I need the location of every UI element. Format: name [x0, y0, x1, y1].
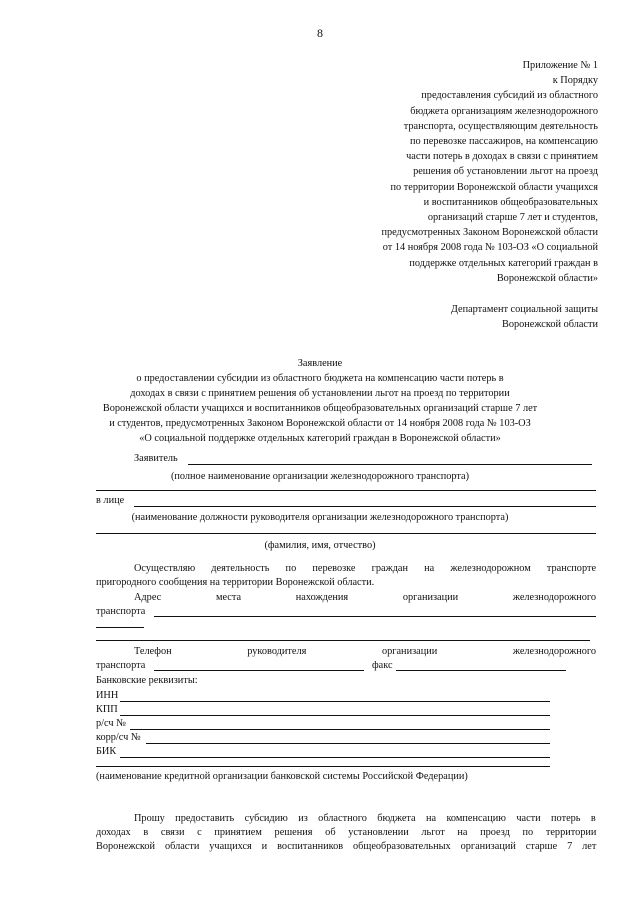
- statement-title: Заявление: [297, 358, 343, 369]
- address-word: нахождения: [295, 592, 349, 603]
- address-tail: транспорта: [96, 606, 146, 617]
- fio-caption: (фамилия, имя, отчество): [264, 540, 376, 551]
- ks-field[interactable]: [146, 743, 550, 744]
- applicant-field-continued[interactable]: [96, 490, 596, 491]
- fio-field[interactable]: [96, 533, 596, 534]
- address-field-continued[interactable]: [96, 640, 590, 641]
- appendix-line: организаций старше 7 лет и студентов,: [427, 212, 598, 224]
- phone-line: [134, 645, 596, 659]
- appendix-line: предоставления субсидий из областного: [421, 90, 598, 102]
- phone-word: организации: [381, 646, 438, 657]
- fax-label: факс: [372, 660, 393, 671]
- statement-line: о предоставлении субсидии из областного бюджета на компенсацию части потерь в: [136, 373, 504, 384]
- bank-caption: (наименование кредитной организации банковской системы Российской Федерации): [96, 771, 468, 782]
- appendix-line: к Порядку: [552, 75, 598, 87]
- request-text: Прошу предоставить субсидию из областного бюджета на компенсацию части потерь в: [134, 813, 596, 824]
- address-field-short[interactable]: [96, 627, 144, 628]
- person-label: в лице: [96, 495, 125, 506]
- address-word: организации: [402, 592, 459, 603]
- applicant-label: Заявитель: [134, 453, 178, 464]
- appendix-line: по перевозке пассажиров, на компенсацию: [410, 136, 598, 148]
- phone-word: руководителя: [247, 646, 307, 657]
- address-word: места: [215, 592, 242, 603]
- address-field[interactable]: [154, 616, 596, 617]
- bik-field[interactable]: [120, 757, 550, 758]
- page-number: 8: [317, 26, 323, 40]
- statement-line: и студентов, предусмотренных Законом Воронежской области от 14 ноября 2008 года № 103-ОЗ: [109, 418, 531, 429]
- address-word: Адрес: [134, 592, 162, 603]
- appendix-header: [381, 58, 598, 286]
- request-text: доходах в связи с принятием решения об установлении льгот на проезд по территории: [96, 827, 597, 838]
- phone-tail: транспорта: [96, 660, 146, 671]
- request-line: [96, 826, 596, 840]
- position-field[interactable]: [134, 506, 596, 507]
- appendix-line: транспорта, осуществляющим деятельность: [403, 120, 598, 132]
- request-line: [134, 812, 596, 826]
- rs-label: р/сч №: [96, 718, 126, 729]
- appendix-line: бюджета организациям железнодорожного: [410, 105, 598, 117]
- activity-text: Осуществляю деятельность по перевозке граждан на железнодорожном транспорте: [134, 563, 597, 574]
- address-word: железнодорожного: [512, 592, 596, 603]
- addressee-block: [451, 302, 598, 332]
- appendix-line: предусмотренных Законом Воронежской области: [381, 227, 598, 239]
- appendix-line: поддержке отдельных категорий граждан в: [409, 257, 598, 269]
- phone-word: Телефон: [134, 646, 172, 657]
- request-line: [96, 840, 596, 854]
- inn-field[interactable]: [120, 701, 550, 702]
- kpp-label: КПП: [96, 704, 118, 715]
- appendix-line: от 14 ноября 2008 года № 103-ОЗ «О социальной: [382, 242, 598, 254]
- fax-field[interactable]: [396, 670, 566, 671]
- addressee-line: Воронежской области: [501, 319, 598, 331]
- phone-field[interactable]: [154, 670, 364, 671]
- position-caption: (наименование должности руководителя организации железнодорожного транспорта): [131, 512, 509, 523]
- applicant-field[interactable]: [188, 464, 592, 465]
- bik-label: БИК: [96, 746, 117, 757]
- appendix-line: Воронежской области»: [496, 272, 598, 284]
- ks-label: корр/сч №: [96, 732, 141, 743]
- applicant-caption: (полное наименование организации железнодорожного транспорта): [170, 471, 470, 482]
- appendix-line: решения об установлении льгот на проезд: [413, 166, 598, 178]
- request-text: Воронежской области учащихся и воспитанников общеобразовательных организаций старше 7 лет: [96, 841, 597, 852]
- statement-line: доходах в связи с принятием решения об установлении льгот на проезд по территории: [130, 388, 510, 399]
- appendix-line: и воспитанников общеобразовательных: [423, 196, 598, 208]
- activity-line: [134, 562, 596, 576]
- phone-word: железнодорожного: [512, 646, 596, 657]
- bank-label: Банковские реквизиты:: [96, 675, 198, 686]
- activity-line: пригородного сообщения на территории Воронежской области.: [96, 577, 375, 588]
- appendix-line: Приложение № 1: [522, 60, 598, 71]
- inn-label: ИНН: [96, 690, 119, 701]
- bank-name-field[interactable]: [96, 766, 550, 767]
- rs-field[interactable]: [130, 729, 550, 730]
- appendix-line: по территории Воронежской области учащихся: [390, 181, 598, 193]
- statement-subject: [0, 371, 640, 446]
- address-line: [134, 591, 596, 605]
- kpp-field[interactable]: [120, 715, 550, 716]
- appendix-line: части потерь в доходах в связи с принятием: [406, 151, 598, 163]
- statement-line: «О социальной поддержке отдельных категорий граждан в Воронежской области»: [139, 433, 501, 444]
- addressee-line: Департамент социальной защиты: [450, 304, 598, 315]
- statement-line: Воронежской области учащихся и воспитанников общеобразовательных организаций старше 7 лет: [102, 403, 538, 414]
